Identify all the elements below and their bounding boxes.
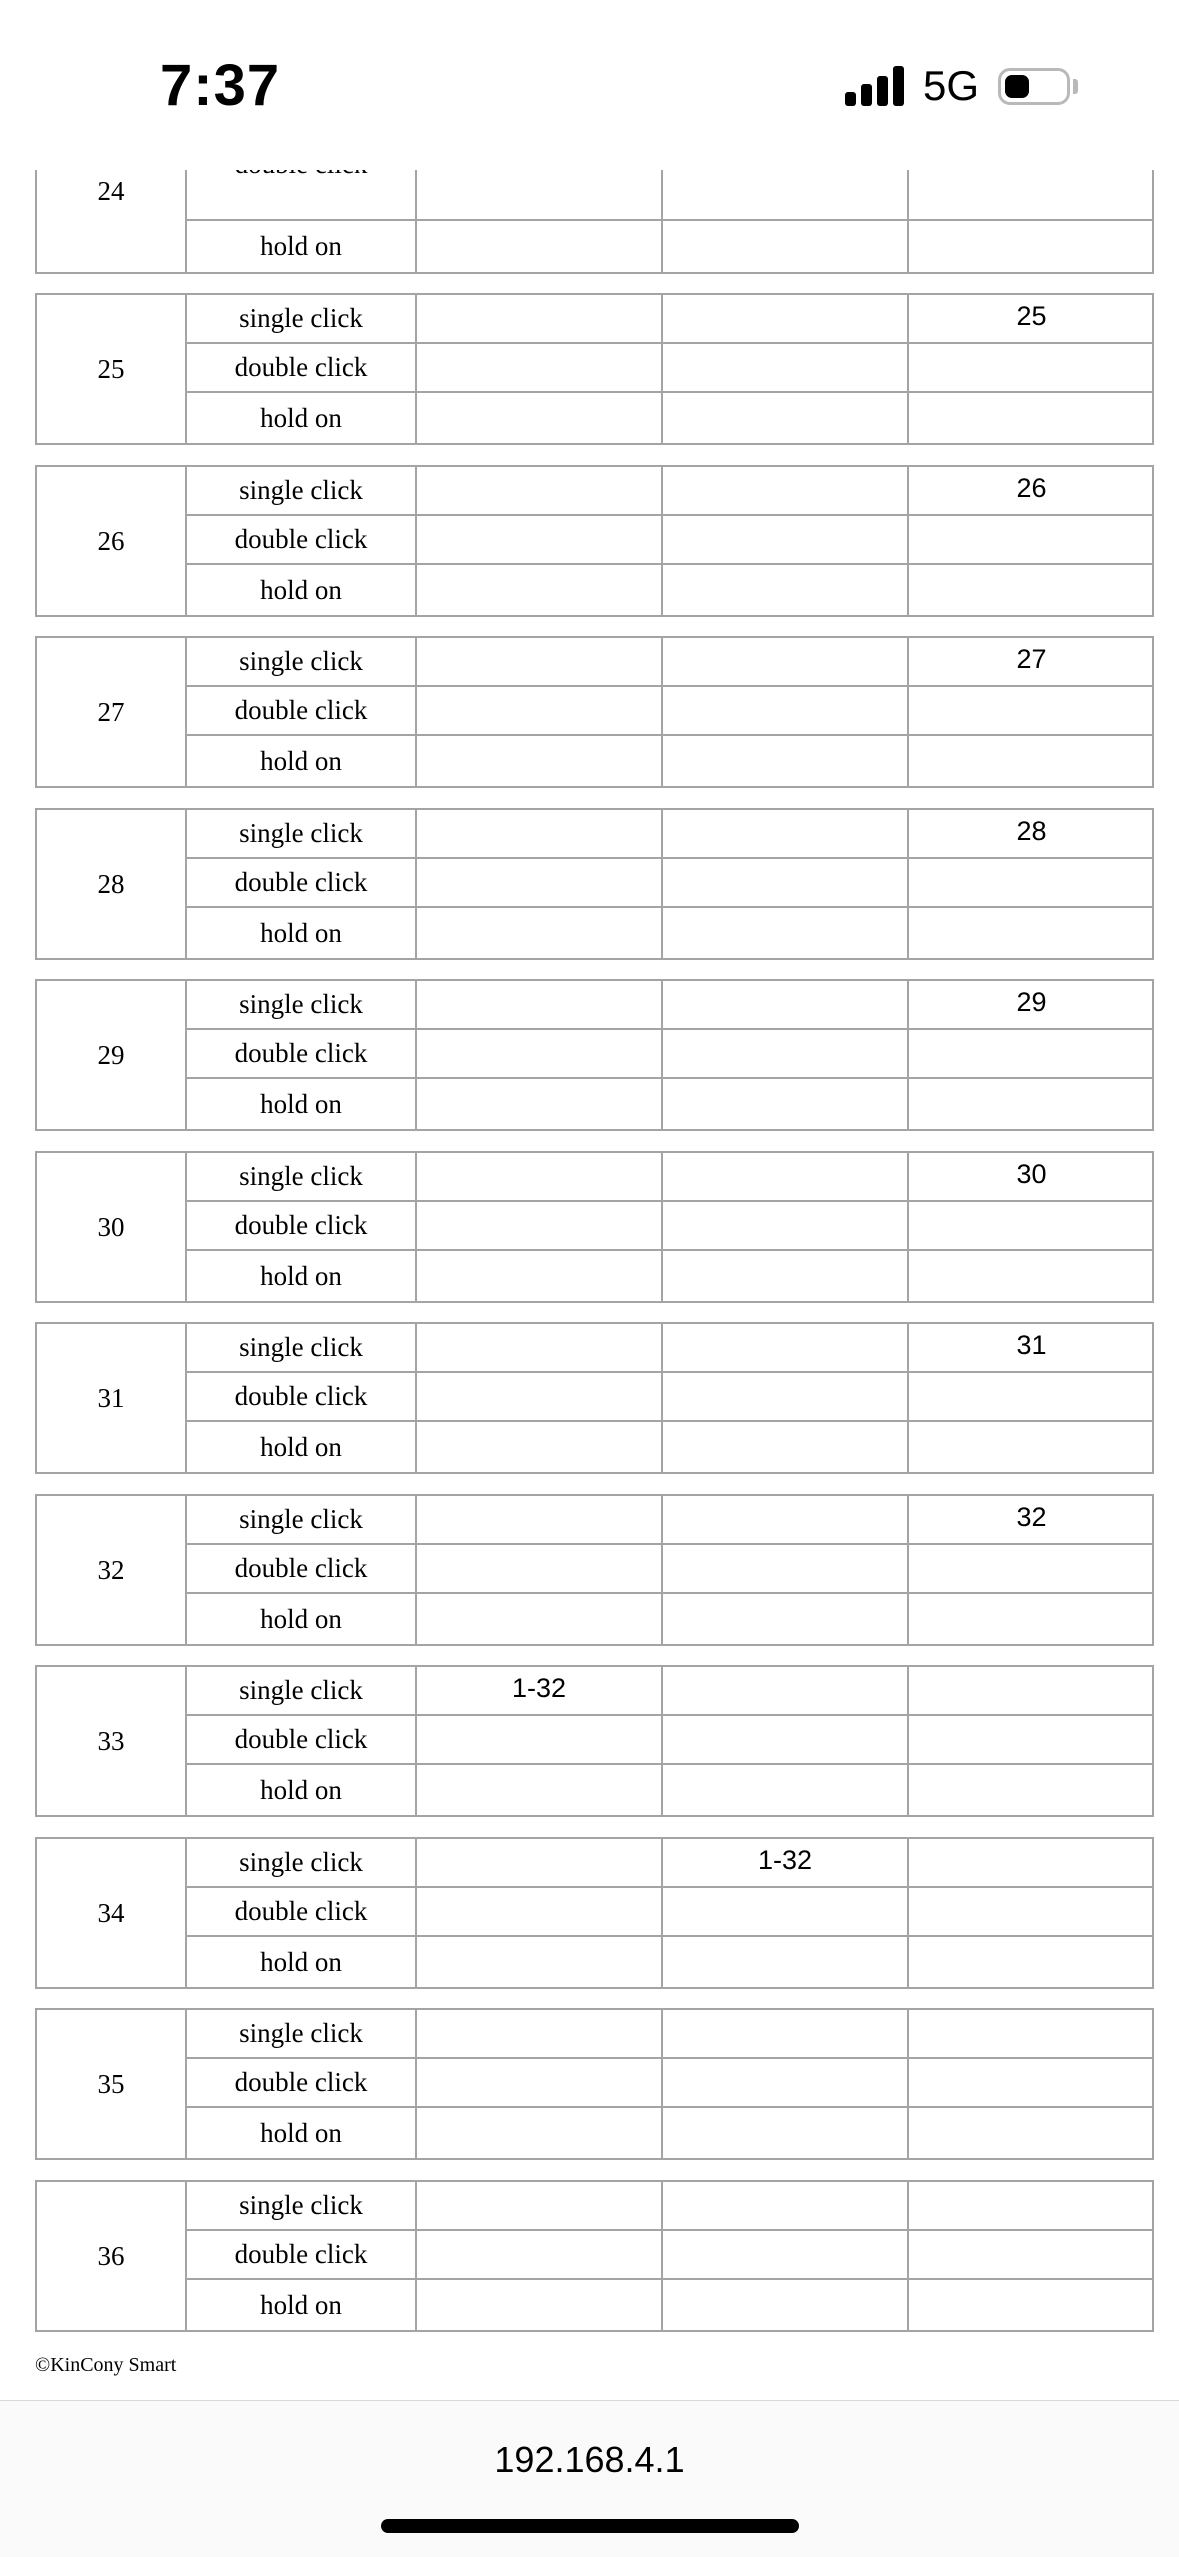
group-number: 33 (37, 1667, 187, 1815)
cell-col-2[interactable] (663, 1373, 909, 1420)
cell-col-2[interactable] (663, 565, 909, 615)
row-label: double click (187, 1030, 417, 1077)
cell-col-2[interactable] (663, 908, 909, 958)
cell-col-2[interactable] (663, 2182, 909, 2229)
table-group-32 (35, 1494, 1154, 1646)
cell-col-3[interactable] (909, 2010, 1154, 2057)
row-label: single click (187, 638, 417, 685)
cell-col-3[interactable] (909, 1545, 1154, 1592)
cell-col-3[interactable] (909, 2108, 1154, 2158)
group-number: 29 (37, 981, 187, 1129)
cell-col-2[interactable] (663, 1030, 909, 1077)
row-label: double click (187, 1373, 417, 1420)
address-bar[interactable]: 192.168.4.1 (494, 2439, 685, 2480)
table-group-30 (35, 1151, 1154, 1303)
cell-col-1[interactable] (417, 221, 663, 272)
cell-col-1[interactable] (417, 1251, 663, 1301)
cell-col-2[interactable] (663, 736, 909, 786)
table-row (187, 467, 1154, 516)
table-row (187, 295, 1154, 344)
row-label: single click (187, 295, 417, 342)
table-row (187, 344, 1154, 393)
cell-col-2[interactable] (663, 2231, 909, 2278)
cell-col-3[interactable] (909, 393, 1154, 443)
table-row (187, 221, 1154, 272)
cell-col-2[interactable] (663, 2010, 909, 2057)
cell-col-2[interactable] (663, 2059, 909, 2106)
cell-col-2[interactable]: 1-32 (663, 1839, 909, 1886)
row-label: hold on (187, 1079, 417, 1129)
cell-col-1[interactable] (417, 1422, 663, 1472)
cell-col-1[interactable] (417, 344, 663, 391)
table-row (187, 2182, 1154, 2231)
table-row (187, 1888, 1154, 1937)
cell-col-2[interactable] (663, 2108, 909, 2158)
row-label: hold on (187, 2280, 417, 2330)
cell-col-3[interactable] (909, 1594, 1154, 1644)
table-row (187, 2108, 1154, 2158)
cell-col-2[interactable] (663, 516, 909, 563)
cell-col-3[interactable] (909, 2280, 1154, 2330)
row-label: double click (187, 1888, 417, 1935)
row-label: hold on (187, 1765, 417, 1815)
row-label: hold on (187, 736, 417, 786)
row-label: double click (187, 1545, 417, 1592)
cell-col-3[interactable] (909, 221, 1154, 272)
table-row (187, 638, 1154, 687)
cell-col-1[interactable] (417, 1594, 663, 1644)
cell-col-3[interactable] (909, 1937, 1154, 1987)
cell-col-1[interactable] (417, 1839, 663, 1886)
cell-col-2[interactable] (663, 1496, 909, 1543)
row-label: double click (187, 1716, 417, 1763)
cell-col-1[interactable] (417, 2231, 663, 2278)
row-label: hold on (187, 2108, 417, 2158)
cell-col-1[interactable] (417, 1153, 663, 1200)
row-label: hold on (187, 221, 417, 272)
table-row (187, 2231, 1154, 2280)
group-number: 26 (37, 467, 187, 615)
row-label: double click (187, 859, 417, 906)
cell-col-3[interactable] (909, 565, 1154, 615)
cell-col-3[interactable] (909, 1251, 1154, 1301)
row-label: hold on (187, 565, 417, 615)
cell-col-1[interactable] (417, 1373, 663, 1420)
row-label: hold on (187, 908, 417, 958)
cell-col-3[interactable] (909, 1373, 1154, 1420)
table-group-31 (35, 1322, 1154, 1474)
table-row (187, 736, 1154, 786)
group-number: 31 (37, 1324, 187, 1472)
group-number: 27 (37, 638, 187, 786)
cell-col-1[interactable] (417, 565, 663, 615)
cell-col-2[interactable] (663, 1545, 909, 1592)
table-row (187, 1202, 1154, 1251)
cell-col-1[interactable] (417, 2280, 663, 2330)
cell-col-1[interactable] (417, 516, 663, 563)
cell-col-1[interactable] (417, 1496, 663, 1543)
cell-col-2[interactable] (663, 1594, 909, 1644)
table-row (187, 687, 1154, 736)
table-row (187, 981, 1154, 1030)
cell-col-1[interactable]: 1-32 (417, 1667, 663, 1714)
table-row (187, 1153, 1154, 1202)
cell-col-3[interactable]: 31 (1016, 1330, 1047, 1360)
cell-col-1[interactable] (417, 295, 663, 342)
group-number: 25 (37, 295, 187, 443)
table-row (187, 393, 1154, 443)
cell-col-3[interactable] (909, 516, 1154, 563)
cell-col-3[interactable] (909, 1202, 1154, 1249)
cell-col-1[interactable] (417, 1765, 663, 1815)
table-row (187, 1496, 1154, 1545)
cell-col-2[interactable] (663, 467, 909, 514)
cell-col-3[interactable]: 30 (1016, 1159, 1047, 1189)
network-type: 5G (923, 62, 980, 109)
cell-col-3[interactable] (909, 1030, 1154, 1077)
cell-col-2[interactable] (663, 1422, 909, 1472)
cell-col-2[interactable] (663, 1716, 909, 1763)
cell-col-1[interactable] (417, 687, 663, 734)
table-row (187, 2280, 1154, 2330)
table-row (187, 1594, 1154, 1644)
cell-col-3[interactable] (909, 2059, 1154, 2106)
row-label: single click (187, 1153, 417, 1200)
cell-col-3[interactable] (909, 859, 1154, 906)
table-group-36 (35, 2180, 1154, 2332)
row-label: hold on (187, 1937, 417, 1987)
cell-col-2[interactable] (663, 859, 909, 906)
cell-col-1[interactable] (417, 1937, 663, 1987)
cell-col-1[interactable] (417, 1030, 663, 1077)
cell-col-3[interactable] (909, 1422, 1154, 1472)
table-row (187, 1716, 1154, 1765)
table-row (187, 1324, 1154, 1373)
table-row (187, 1079, 1154, 1129)
cell-col-3[interactable] (909, 1667, 1154, 1714)
cell-col-1[interactable] (417, 736, 663, 786)
cell-col-2[interactable] (663, 1202, 909, 1249)
table-row (187, 1667, 1154, 1716)
cell-col-3[interactable]: 28 (1016, 816, 1047, 846)
group-number: 30 (37, 1153, 187, 1301)
row-label: single click (187, 1839, 417, 1886)
cell-col-1[interactable] (417, 859, 663, 906)
battery-icon (998, 68, 1070, 105)
cell-col-2[interactable] (663, 1937, 909, 1987)
table-group-34 (35, 1837, 1154, 1989)
home-indicator[interactable] (381, 2519, 799, 2533)
cell-col-3[interactable]: 27 (1016, 644, 1047, 674)
cell-col-3[interactable]: 26 (1016, 473, 1047, 503)
cell-col-2[interactable] (663, 1079, 909, 1129)
table-group-28 (35, 808, 1154, 960)
cell-col-2[interactable] (663, 687, 909, 734)
row-label: double click (187, 2059, 417, 2106)
cell-col-2[interactable] (663, 1251, 909, 1301)
cell-col-2[interactable] (663, 295, 909, 342)
cell-col-1[interactable] (417, 2108, 663, 2158)
row-label: double click (187, 516, 417, 563)
table-row (187, 2059, 1154, 2108)
table-row (187, 516, 1154, 565)
cell-col-2[interactable] (663, 1153, 909, 1200)
table-row (187, 1251, 1154, 1301)
table-row (187, 1030, 1154, 1079)
cell-col-3[interactable] (909, 1765, 1154, 1815)
row-label: hold on (187, 1422, 417, 1472)
cell-col-1[interactable] (417, 467, 663, 514)
cell-col-2[interactable] (663, 1324, 909, 1371)
row-label: double click (187, 344, 417, 391)
table-row (187, 810, 1154, 859)
row-label: single click (187, 1324, 417, 1371)
cell-col-1[interactable] (417, 2059, 663, 2106)
table-group-33 (35, 1665, 1154, 1817)
cell-col-2[interactable] (663, 638, 909, 685)
table-group-27 (35, 636, 1154, 788)
cell-col-2[interactable] (663, 393, 909, 443)
row-label: double click (187, 687, 417, 734)
row-label: single click (187, 810, 417, 857)
row-label: hold on (187, 1251, 417, 1301)
table-row (187, 2010, 1154, 2059)
cell-col-1[interactable] (417, 1324, 663, 1371)
cell-col-3[interactable] (909, 2182, 1154, 2229)
status-bar (0, 0, 1179, 170)
table-row (187, 1765, 1154, 1815)
group-number: 36 (37, 2182, 187, 2330)
cell-col-1[interactable] (417, 2010, 663, 2057)
cell-col-3[interactable] (909, 687, 1154, 734)
table-group-35 (35, 2008, 1154, 2160)
table-row (187, 908, 1154, 958)
cell-col-3[interactable] (909, 1888, 1154, 1935)
cell-col-3[interactable]: 29 (1016, 987, 1047, 1017)
table-row (187, 565, 1154, 615)
cell-col-3[interactable] (909, 1839, 1154, 1886)
group-number: 32 (37, 1496, 187, 1644)
cell-col-1[interactable] (417, 393, 663, 443)
table-row (187, 1422, 1154, 1472)
table-row (187, 1839, 1154, 1888)
cell-col-1[interactable] (417, 908, 663, 958)
cell-col-2[interactable] (663, 810, 909, 857)
cell-col-3[interactable]: 32 (1016, 1502, 1047, 1532)
row-label: single click (187, 1496, 417, 1543)
cell-col-2[interactable] (663, 1667, 909, 1714)
row-label: single click (187, 1667, 417, 1714)
row-label: double click (187, 2231, 417, 2278)
group-number: 24 (37, 110, 187, 272)
cell-col-3[interactable] (909, 2231, 1154, 2278)
cell-col-2[interactable] (663, 1765, 909, 1815)
table-row (187, 1373, 1154, 1422)
cell-col-3[interactable]: 25 (1016, 301, 1047, 331)
table-row (187, 1937, 1154, 1987)
cellular-signal-icon (845, 66, 907, 106)
cell-col-1[interactable] (417, 1545, 663, 1592)
group-number: 35 (37, 2010, 187, 2158)
group-number: 28 (37, 810, 187, 958)
group-number: 34 (37, 1839, 187, 1987)
row-label: single click (187, 2010, 417, 2057)
row-label: hold on (187, 393, 417, 443)
cell-col-1[interactable] (417, 1888, 663, 1935)
copyright-text: ©KinCony Smart (35, 2354, 177, 2376)
table-group-25 (35, 293, 1154, 445)
cell-col-3[interactable] (909, 344, 1154, 391)
row-label: single click (187, 2182, 417, 2229)
table-group-26 (35, 465, 1154, 617)
table-row (187, 859, 1154, 908)
cell-col-1[interactable] (417, 981, 663, 1028)
cell-col-2[interactable] (663, 2280, 909, 2330)
row-label: hold on (187, 1594, 417, 1644)
cell-col-1[interactable] (417, 2182, 663, 2229)
cell-col-1[interactable] (417, 1202, 663, 1249)
browser-bottom-bar (0, 2400, 1179, 2557)
cell-col-2[interactable] (663, 981, 909, 1028)
cell-col-3[interactable] (909, 1716, 1154, 1763)
row-label: double click (187, 1202, 417, 1249)
cell-col-3[interactable] (909, 736, 1154, 786)
table-row (187, 1545, 1154, 1594)
cell-col-3[interactable] (909, 908, 1154, 958)
row-label: single click (187, 467, 417, 514)
row-label: single click (187, 981, 417, 1028)
cell-col-3[interactable] (909, 1079, 1154, 1129)
cell-col-1[interactable] (417, 810, 663, 857)
cell-col-1[interactable] (417, 1716, 663, 1763)
cell-col-2[interactable] (663, 221, 909, 272)
cell-col-1[interactable] (417, 1079, 663, 1129)
cell-col-1[interactable] (417, 638, 663, 685)
battery-tip-icon (1073, 79, 1078, 94)
clock: 7:37 (160, 53, 281, 118)
table-group-29 (35, 979, 1154, 1131)
cell-col-2[interactable] (663, 1888, 909, 1935)
cell-col-2[interactable] (663, 344, 909, 391)
